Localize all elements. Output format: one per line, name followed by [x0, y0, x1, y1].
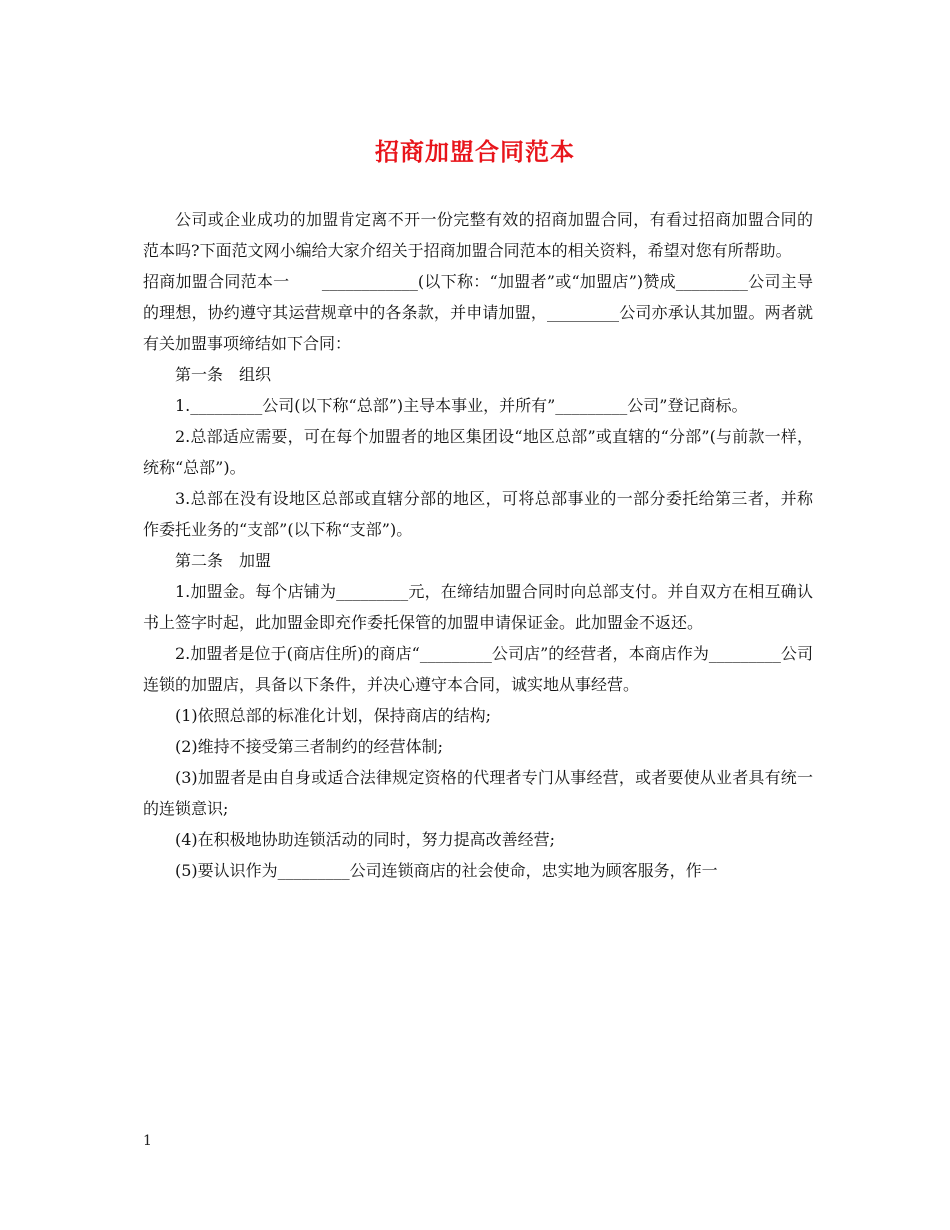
paragraph-condition: (1)依照总部的标准化计划，保持商店的结构; — [175, 706, 492, 725]
paragraph-condition: (3)加盟者是由自身或适合法律规定资格的代理者专门从事经营，或者要使从业者具有统一的连锁意识; — [143, 768, 813, 818]
section-heading-franchise: 第二条 加盟 — [175, 551, 272, 570]
paragraph-condition: (5)要认识作为_________公司连锁商店的社会使命，忠实地为顾客服务，作一 — [175, 861, 718, 880]
paragraph-condition: (4)在积极地协助连锁活动的同时，努力提高改善经营; — [175, 830, 556, 849]
paragraph-clause: 3.总部在没有设地区总部或直辖分部的地区，可将总部事业的一部分委托给第三者，并称作委托业务的“支部”(以下称“支部”)。 — [143, 489, 813, 539]
document-body — [143, 204, 813, 886]
paragraph-clause: 1.加盟金。每个店铺为_________元，在缔结加盟合同时向总部支付。并自双方在相互确认书上签字时起，此加盟金即充作委托保管的加盟申请保证金。此加盟金不返还。 — [143, 582, 813, 632]
paragraph-clause: 1._________公司(以下称“总部”)主导本事业，并所有”_________公司”登记商标。 — [175, 396, 748, 415]
paragraph-intro: 公司或企业成功的加盟肯定离不开一份完整有效的招商加盟合同，有看过招商加盟合同的范本吗?下面范文网小编给大家介绍关于招商加盟合同范本的相关资料，希望对您有所帮助。 — [143, 210, 813, 260]
page-number: 1 — [143, 1133, 152, 1149]
paragraph-clause: 2.总部适应需要，可在每个加盟者的地区集团设“地区总部”或直辖的“分部”(与前款一样，统称“总部”)。 — [143, 427, 813, 477]
paragraph-clause: 2.加盟者是位于(商店住所)的商店“_________公司店”的经营者，本商店作为_________公司连锁的加盟店，具备以下条件，并决心遵守本合同，诚实地从事经营。 — [143, 644, 813, 694]
paragraph-condition: (2)维持不接受第三者制约的经营体制; — [175, 737, 444, 756]
paragraph-contract-preamble: 招商加盟合同范本一 ____________(以下称：“加盟者”或“加盟店”)赞成_________公司主导的理想，协约遵守其运营规章中的各条款，并申请加盟，_________公司亦承认其加盟。两者就有关加盟事项缔结如下合同： — [143, 272, 813, 353]
document-title: 招商加盟合同范本 — [375, 138, 575, 166]
section-heading-organization: 第一条 组织 — [175, 365, 272, 384]
